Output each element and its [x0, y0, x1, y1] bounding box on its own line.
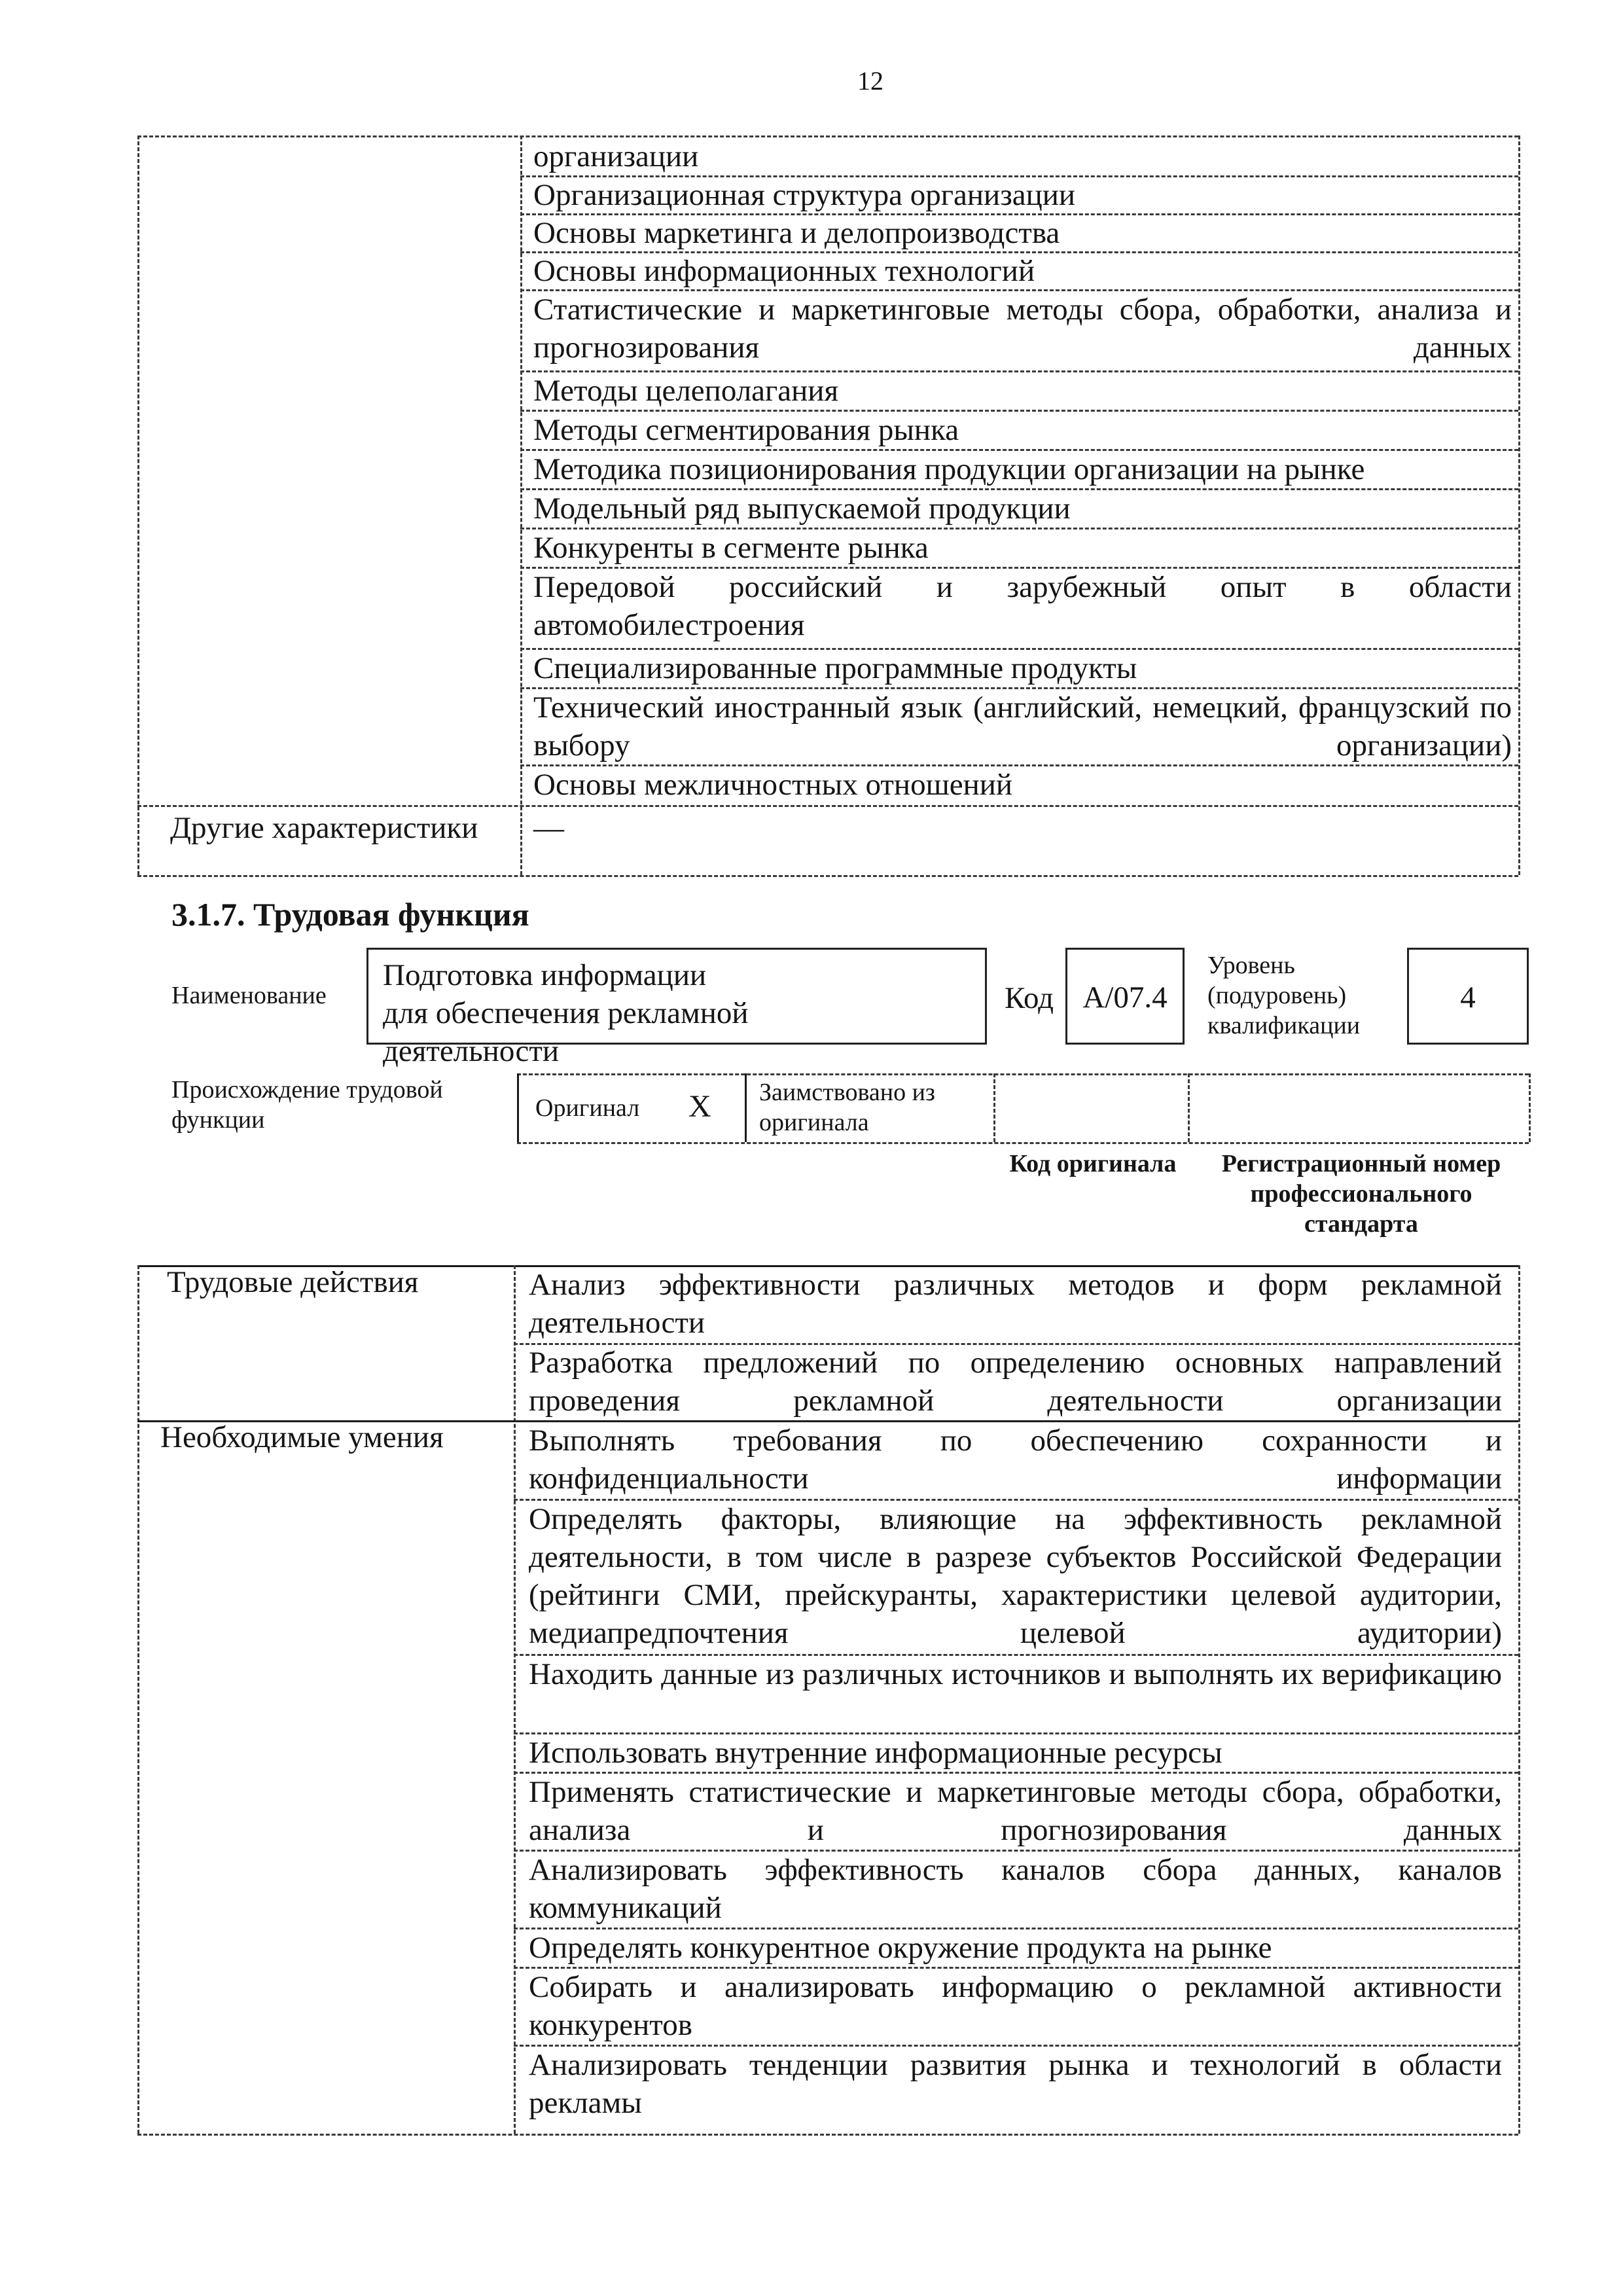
skill-item: Определять конкурентное окружение продукта на рынке [529, 1931, 1272, 1965]
section-title: 3.1.7. Трудовая функция [171, 896, 529, 933]
skill-item: Определять факторы, влияющие на эффективность рекламной деятельности, в том числе в разрезе субъектов Российской Федерации (рейтинги СМИ, прейскуранты, характеристики целевой аудитории, медиапредпочтения целевой аудитории) [529, 1502, 1502, 1650]
labor-actions-label: Трудовые действия [167, 1265, 419, 1299]
knowledge-item: Передовой российский и зарубежный опыт в области автомобилестроения [533, 570, 1512, 642]
skill-item: Выполнять требования по обеспечению сохранности и конфиденциальности информации [529, 1424, 1502, 1496]
level-value: 4 [1460, 980, 1476, 1014]
borrowed-label: Заимствовано из оригинала [759, 1079, 935, 1136]
skill-item: Находить данные из различных источников и выполнять их верификацию [529, 1657, 1502, 1691]
other-characteristics-value: — [533, 811, 564, 845]
knowledge-item: Методы сегментирования рынка [533, 413, 959, 447]
other-characteristics-label: Другие характеристики [170, 811, 478, 845]
knowledge-item: Основы маркетинга и делопроизводства [533, 216, 1060, 250]
knowledge-item: Организационная структура организации [533, 178, 1076, 212]
knowledge-item: Методы целеполагания [533, 374, 839, 408]
knowledge-item: Модельный ряд выпускаемой продукции [533, 492, 1071, 526]
skill-item: Применять статистические и маркетинговые методы сбора, обработки, анализа и прогнозирования данных [529, 1775, 1502, 1847]
knowledge-item: Конкуренты в сегменте рынка [533, 531, 929, 565]
skill-item: Собирать и анализировать информацию о рекламной активности конкурентов [529, 1970, 1502, 2042]
skill-item: Анализировать эффективность каналов сбора данных, каналов коммуникаций [529, 1853, 1502, 1925]
knowledge-item: Специализированные программные продукты [533, 651, 1137, 685]
code-label: Код [1005, 981, 1054, 1015]
original-mark: X [688, 1089, 711, 1124]
knowledge-item: Методика позиционирования продукции организации на рынке [533, 452, 1365, 486]
knowledge-item: Статистические и маркетинговые методы сбора, обработки, анализа и прогнозирования данных [533, 293, 1512, 365]
skill-item: Анализировать тенденции развития рынка и технологий в области рекламы [529, 2048, 1502, 2120]
level-label: Уровень (подуровень) квалификации [1207, 952, 1361, 1039]
labor-action-item: Разработка предложений по определению основных направлений проведения рекламной деятельности организации [529, 1346, 1502, 1418]
reg-caption: Регистрационный номер профессионального стандарта [1221, 1150, 1501, 1238]
labor-action-item: Анализ эффективности различных методов и форм рекламной деятельности [529, 1268, 1502, 1340]
name-label: Наименование [171, 982, 327, 1009]
origin-label: Происхождение трудовой функции [171, 1076, 443, 1134]
page-number: 12 [857, 66, 883, 96]
code-value: А/07.4 [1082, 980, 1168, 1014]
knowledge-item: организации [533, 139, 699, 173]
knowledge-item: Технический иностранный язык (английский, немецкий, французский по выбору организации) [533, 691, 1512, 762]
level-box [1407, 948, 1529, 1045]
code-caption: Код оригинала [1009, 1150, 1177, 1177]
knowledge-item: Основы межличностных отношений [533, 768, 1013, 802]
name-box [366, 948, 987, 1068]
code-box [1065, 948, 1185, 1045]
knowledge-item: Основы информационных технологий [533, 254, 1035, 288]
required-skills-label: Необходимые умения [160, 1420, 444, 1454]
skill-item: Использовать внутренние информационные ресурсы [529, 1736, 1222, 1770]
name-value: Подготовка информации для обеспечения рекламной деятельности [383, 958, 749, 1068]
original-label: Оригинал [535, 1094, 640, 1122]
